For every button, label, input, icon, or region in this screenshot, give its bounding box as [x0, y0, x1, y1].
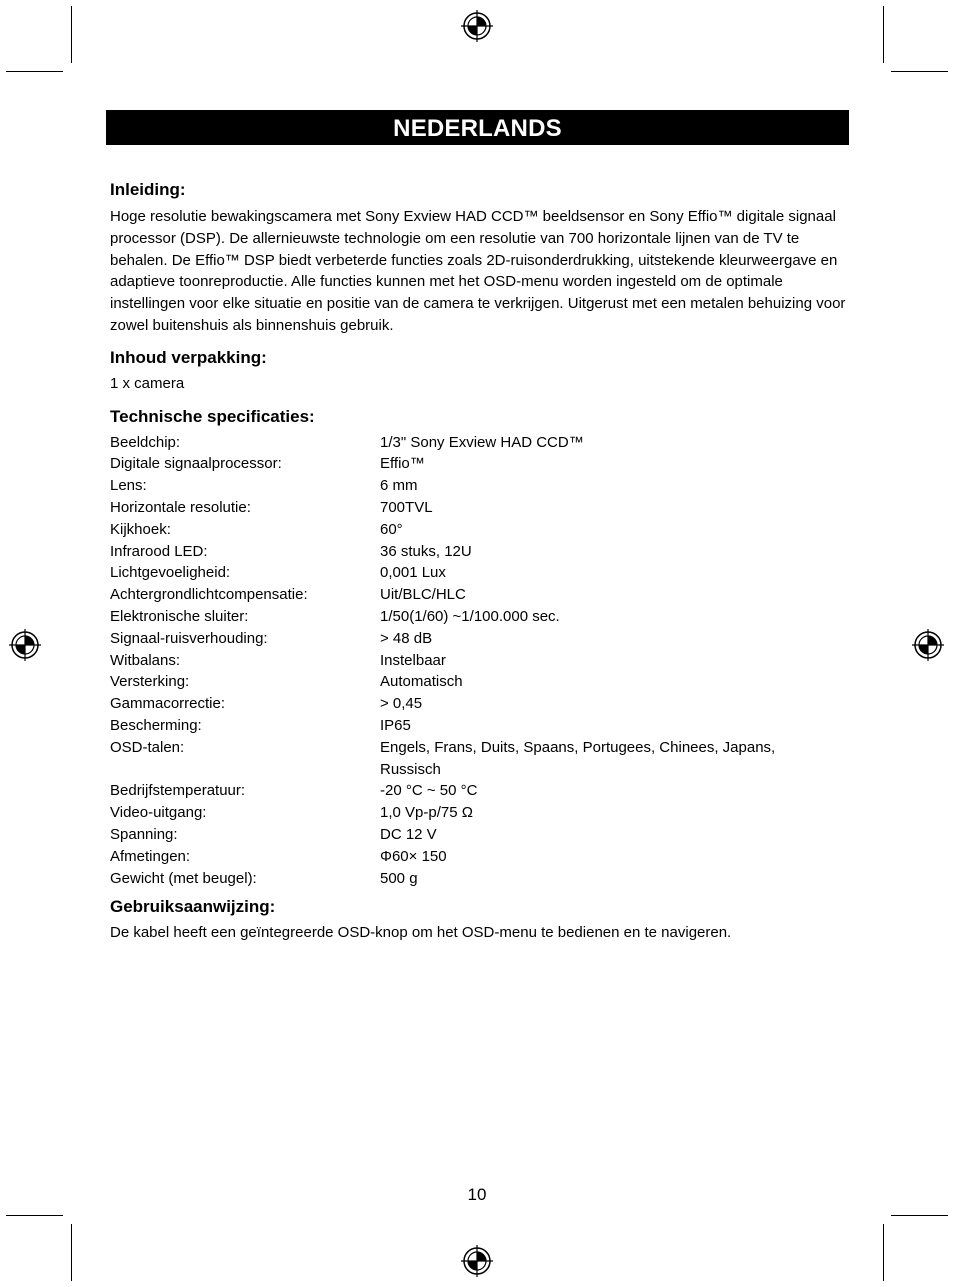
spec-value: -20 °C ~ 50 °C: [380, 782, 478, 800]
spec-row: [110, 693, 850, 715]
spec-value: > 0,45: [380, 695, 423, 713]
crop-mark: [71, 1224, 72, 1281]
registration-mark-icon: [460, 9, 494, 43]
language-banner: NEDERLANDS: [106, 110, 849, 145]
spec-label: Afmetingen:: [110, 847, 191, 865]
spec-value: Effio™: [380, 455, 425, 473]
document-body: [110, 178, 850, 944]
package-contents: 1 x camera: [110, 374, 185, 392]
spec-label: Elektronische sluiter:: [110, 607, 249, 625]
spec-label: Spanning:: [110, 825, 178, 843]
intro-paragraph: Hoge resolutie bewakingscamera met Sony Exview HAD CCD™ beeldsensor en Sony Effio™ digitale signaal processor (DSP). De allernieuwste technologie om een resolutie van 700 horizontale lijnen van de TV te behalen. De Effio™ DSP biedt verbeterde functies zoals 2D-ruisonderdrukking, uitstekende kleurweergave en adaptieve toonreproductie. Alle functies kunnen met het OSD-menu worden ingesteld om de optimale instellingen voor elke situatie en positie van de camera te verkrijgen. Uitgerust met een metalen behuizing voor zowel buitenshuis als binnenshuis gebruik.: [110, 208, 846, 334]
spec-label: Achtergrondlichtcompensatie:: [110, 586, 308, 604]
page-number: 10: [467, 1185, 487, 1204]
crop-mark: [891, 1215, 948, 1216]
spec-value: Φ60× 150: [380, 847, 447, 865]
spec-row: [110, 453, 850, 475]
registration-mark-icon: [8, 628, 42, 662]
spec-row: [110, 824, 850, 846]
spec-table: [110, 432, 850, 890]
spec-row: [110, 780, 850, 802]
spec-row: [110, 584, 850, 606]
spec-label: Horizontale resolutie:: [110, 498, 251, 516]
spec-row: [110, 802, 850, 824]
package-heading: Inhoud verpakking:: [110, 347, 267, 367]
spec-value: > 48 dB: [380, 629, 433, 647]
spec-value: Engels, Frans, Duits, Spaans, Portugees, Chinees, Japans, Russisch: [380, 738, 776, 778]
spec-label: Bedrijfstemperatuur:: [110, 782, 246, 800]
spec-row: [110, 519, 850, 541]
spec-label: OSD-talen:: [110, 738, 185, 756]
spec-value: 1/3" Sony Exview HAD CCD™: [380, 433, 584, 451]
spec-label: Kijkhoek:: [110, 520, 171, 538]
spec-row: [110, 715, 850, 737]
spec-value: Instelbaar: [380, 651, 446, 669]
spec-label: Signaal-ruisverhouding:: [110, 629, 268, 647]
spec-value: DC 12 V: [380, 825, 437, 843]
spec-label: Gewicht (met beugel):: [110, 869, 257, 887]
spec-label: Lens:: [110, 477, 147, 495]
spec-label: Lichtgevoeligheid:: [110, 564, 231, 582]
crop-mark: [6, 1215, 63, 1216]
spec-row: [110, 846, 850, 868]
spec-row: [110, 541, 850, 563]
spec-value: 700TVL: [380, 498, 433, 516]
spec-row: [110, 475, 850, 497]
spec-value: 1/50(1/60) ~1/100.000 sec.: [380, 607, 560, 625]
spec-label: Beeldchip:: [110, 433, 181, 451]
spec-row: [110, 606, 850, 628]
spec-label: Infrarood LED:: [110, 542, 208, 560]
spec-label: Bescherming:: [110, 716, 202, 734]
crop-mark: [6, 71, 63, 72]
spec-label: Witbalans:: [110, 651, 181, 669]
registration-mark-icon: [911, 628, 945, 662]
spec-value: 0,001 Lux: [380, 564, 446, 582]
spec-row: [110, 650, 850, 672]
usage-paragraph: De kabel heeft een geïntegreerde OSD-knop om het OSD-menu te bedienen en te navigeren.: [110, 924, 732, 942]
spec-value: 36 stuks, 12U: [380, 542, 472, 560]
registration-mark-icon: [460, 1244, 494, 1278]
usage-heading: Gebruiksaanwijzing:: [110, 897, 276, 917]
spec-row: [110, 737, 850, 781]
spec-value: Uit/BLC/HLC: [380, 586, 466, 604]
intro-heading: Inleiding:: [110, 180, 186, 199]
spec-label: Digitale signaalprocessor:: [110, 455, 282, 473]
spec-label: Gammacorrectie:: [110, 695, 226, 713]
spec-row: [110, 671, 850, 693]
spec-value: 6 mm: [380, 477, 418, 495]
spec-value: 1,0 Vp-p/75 Ω: [380, 804, 473, 822]
spec-value: 60°: [380, 520, 403, 538]
spec-row: [110, 432, 850, 454]
crop-mark: [71, 6, 72, 63]
spec-row: [110, 868, 850, 890]
spec-value: 500 g: [380, 869, 418, 887]
spec-value: IP65: [380, 716, 411, 734]
crop-mark: [883, 6, 884, 63]
spec-row: [110, 497, 850, 519]
spec-label: Versterking:: [110, 673, 190, 691]
spec-row: [110, 628, 850, 650]
spec-row: [110, 562, 850, 584]
specs-heading: Technische specificaties:: [110, 406, 315, 426]
spec-value: Automatisch: [380, 673, 463, 691]
crop-mark: [883, 1224, 884, 1281]
spec-label: Video-uitgang:: [110, 804, 207, 822]
crop-mark: [891, 71, 948, 72]
